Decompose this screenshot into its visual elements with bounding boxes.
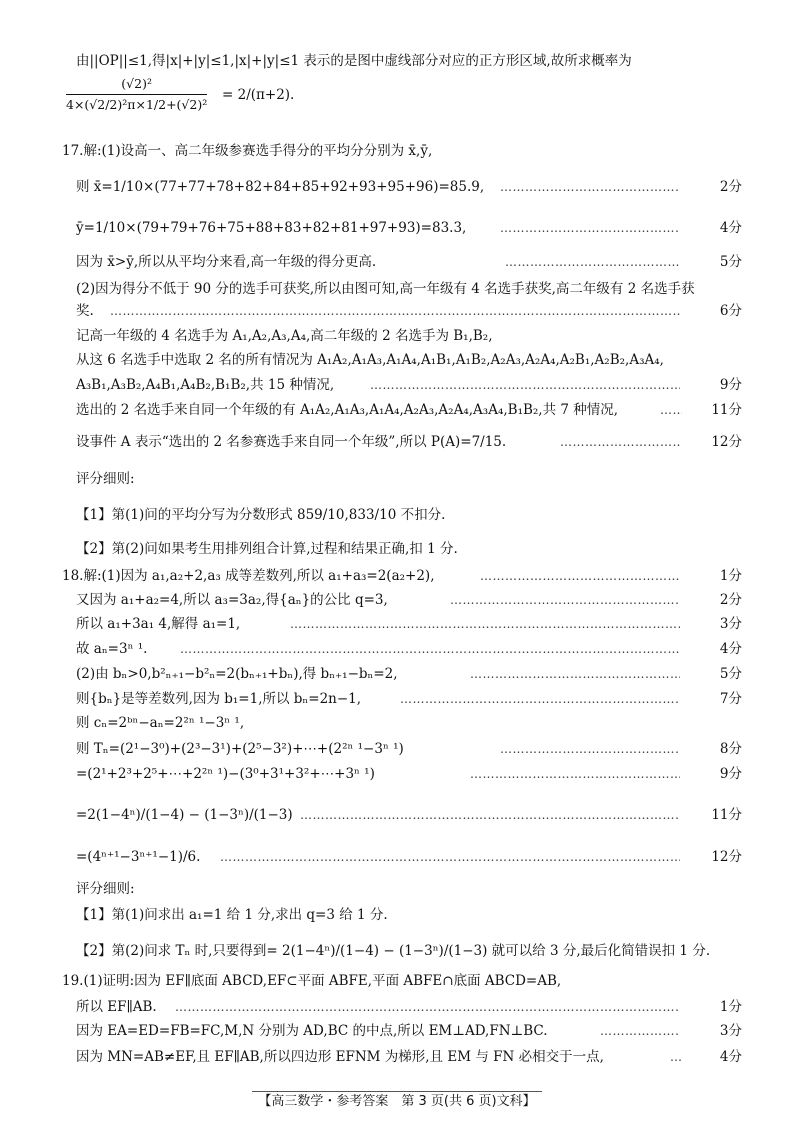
- leader-dots: [600, 1022, 680, 1040]
- line-text: 18.解:(1)因为 a₁,a₂+2,a₃ 成等差数列,所以 a₁+a₃=2(a₂+2),: [62, 568, 435, 584]
- page-footer: [0, 1090, 794, 1109]
- leader-dots: [500, 740, 680, 758]
- line-text: 【2】第(2)问如果考生用排列组合计算,过程和结果正确,扣 1 分.: [76, 541, 458, 557]
- leader-dots: [500, 219, 680, 237]
- leader-dots: [670, 1048, 682, 1066]
- line-text: = 2/(π+2).: [222, 87, 295, 103]
- leader-dots: [180, 640, 680, 658]
- line-text: 所以 EF∥AB.: [76, 999, 157, 1015]
- line-text: (2)由 bₙ>0,b²ₙ₊₁−b²ₙ=2(bₙ₊₁+bₙ),得 bₙ₊₁−bₙ=2,: [76, 666, 398, 682]
- score-label: 4分: [719, 220, 742, 236]
- fraction-denominator: 4×(√2/2)²π×1/2+(√2)²: [66, 97, 208, 112]
- line-text: 记高一年级的 4 名选手为 A₁,A₂,A₃,A₄,高二年级的 2 名选手为 B₁,B₂,: [76, 328, 493, 344]
- leader-dots: [290, 615, 680, 633]
- line-text: 17.解:(1)设高一、高二年级参赛选手得分的平均分分别为 x̄,ȳ,: [62, 143, 433, 159]
- score-label: 9分: [719, 766, 742, 782]
- score-label: 11分: [711, 402, 742, 418]
- leader-dots: [660, 401, 682, 419]
- score-label: 4分: [719, 1049, 742, 1065]
- line-text: 则{bₙ}是等差数列,因为 b₁=1,所以 bₙ=2n−1,: [76, 691, 362, 707]
- leader-dots: [175, 998, 680, 1016]
- score-label: 4分: [719, 641, 742, 657]
- line-text: 故 aₙ=3ⁿ ¹.: [76, 641, 148, 657]
- line-text: =(2¹+2³+2⁵+⋯+2²ⁿ ¹)−(3⁰+3¹+3²+⋯+3ⁿ ¹): [76, 766, 375, 782]
- leader-dots: [400, 690, 680, 708]
- score-label: 1分: [719, 568, 742, 584]
- leader-dots: [505, 253, 680, 271]
- line-text: 奖.: [76, 303, 94, 319]
- line-text: =(4ⁿ⁺¹−3ⁿ⁺¹−1)/6.: [76, 849, 201, 865]
- score-label: 6分: [719, 303, 742, 319]
- leader-dots: [220, 848, 680, 866]
- score-label: 12分: [711, 849, 742, 865]
- line-text: (2)因为得分不低于 90 分的选手可获奖,所以由图可知,高一年级有 4 名选手获奖,高二年级有 2 名选手获: [76, 281, 695, 297]
- line-text: 因为 x̄>ȳ,所以从平均分来看,高一年级的得分更高.: [76, 254, 377, 270]
- leader-dots: [300, 806, 680, 824]
- line-text: 所以 a₁+3a₁ 4,解得 a₁=1,: [76, 616, 241, 632]
- line-text: 评分细则:: [76, 471, 135, 487]
- line-text: 19.(1)证明:因为 EF∥底面 ABCD,EF⊂平面 ABFE,平面 ABFE∩底面 ABCD=AB,: [62, 973, 562, 989]
- line-text: 【1】第(1)问求出 a₁=1 给 1 分,求出 q=3 给 1 分.: [76, 907, 388, 923]
- line-text: ȳ=1/10×(79+79+76+75+88+83+82+81+97+93)=83.3,: [76, 220, 467, 236]
- leader-dots: [500, 178, 680, 196]
- score-label: 5分: [719, 666, 742, 682]
- line-text: 由||OP||≤1,得|x|+|y|≤1,|x|+|y|≤1 表示的是图中虚线部分对应的正方形区域,故所求概率为: [76, 53, 632, 69]
- score-label: 1分: [719, 999, 742, 1015]
- line-text: 则 cₙ=2ᵇⁿ−aₙ=2²ⁿ ¹−3ⁿ ¹,: [76, 715, 245, 731]
- line-text: A₃B₁,A₃B₂,A₄B₁,A₄B₂,B₁B₂,共 15 种情况,: [76, 377, 335, 393]
- line-text: 因为 MN=AB≠EF,且 EF∥AB,所以四边形 EFNM 为梯形,且 EM 与 FN 必相交于一点,: [76, 1049, 604, 1065]
- score-label: 11分: [711, 807, 742, 823]
- line-text: 设事件 A 表示“选出的 2 名参赛选手来自同一个年级”,所以 P(A)=7/15.: [76, 434, 507, 450]
- line-text: =2(1−4ⁿ)/(1−4) − (1−3ⁿ)/(1−3): [76, 807, 293, 823]
- leader-dots: [480, 567, 680, 585]
- score-label: 3分: [719, 1023, 742, 1039]
- line-text: 【2】第(2)问求 Tₙ 时,只要得到= 2(1−4ⁿ)/(1−4) − (1−3ⁿ)/(1−3) 就可以给 3 分,最后化简错误扣 1 分.: [76, 943, 711, 959]
- probability-fraction: [66, 75, 207, 114]
- line-text: 因为 EA=ED=FB=FC,M,N 分别为 AD,BC 的中点,所以 EM⊥AD,FN⊥BC.: [76, 1023, 548, 1039]
- line-text: 则 Tₙ=(2¹−3⁰)+(2³−3¹)+(2⁵−3²)+⋯+(2²ⁿ ¹−3ⁿ ¹): [76, 741, 404, 757]
- leader-dots: [110, 302, 680, 320]
- score-label: 8分: [719, 741, 742, 757]
- line-text: 则 x̄=1/10×(77+77+78+82+84+85+92+93+95+96)=85.9,: [76, 179, 485, 195]
- leader-dots: [370, 376, 680, 394]
- leader-dots: [560, 433, 680, 451]
- footer-text: 【高三数学・参考答案 第 3 页(共 6 页)文科】: [252, 1091, 541, 1111]
- line-text: 评分细则:: [76, 881, 135, 897]
- line-text: 又因为 a₁+a₂=4,所以 a₃=3a₂,得{aₙ}的公比 q=3,: [76, 592, 388, 608]
- score-label: 7分: [719, 691, 742, 707]
- fraction-numerator: (√2)²: [66, 75, 207, 95]
- score-label: 5分: [719, 254, 742, 270]
- score-label: 2分: [719, 592, 742, 608]
- line-text: 选出的 2 名选手来自同一个年级的有 A₁A₂,A₁A₃,A₁A₄,A₂A₃,A₂A₄,A₃A₄,B₁B₂,共 7 种情况,: [76, 402, 619, 418]
- leader-dots: [450, 591, 680, 609]
- leader-dots: [470, 765, 680, 783]
- score-label: 12分: [711, 434, 742, 450]
- line-text: 【1】第(1)问的平均分写为分数形式 859/10,833/10 不扣分.: [76, 507, 446, 523]
- score-label: 3分: [719, 616, 742, 632]
- score-label: 9分: [719, 377, 742, 393]
- score-label: 2分: [719, 179, 742, 195]
- leader-dots: [470, 665, 680, 683]
- line-text: 从这 6 名选手中选取 2 名的所有情况为 A₁A₂,A₁A₃,A₁A₄,A₁B₁,A₁B₂,A₂A₃,A₂A₄,A₂B₁,A₂B₂,A₃A₄,: [76, 352, 664, 368]
